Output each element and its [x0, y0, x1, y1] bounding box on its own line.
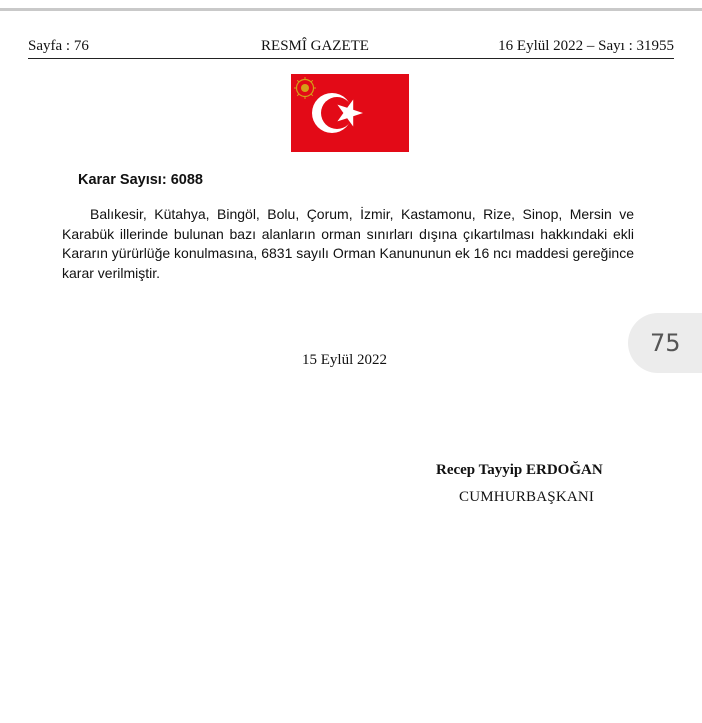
header-rule: [28, 58, 674, 59]
signer-last-name: ERDOĞAN: [526, 462, 603, 478]
turkish-flag: [291, 74, 409, 152]
signer-name: [436, 460, 603, 480]
publication-title: RESMÎ GAZETE: [261, 38, 369, 54]
issue-date-number: 16 Eylül 2022 – Sayı : 31955: [498, 38, 674, 54]
page-number-label: Sayfa : 76: [28, 38, 89, 54]
top-separator: [0, 8, 702, 11]
decision-paragraph: Balıkesir, Kütahya, Bingöl, Bolu, Çorum, İzmir, Kastamonu, Rize, Sinop, Mersin ve Karabük illerinde bulunan bazı alanların orman sınırları dışına çıkartılması hakkındaki ekli Kararın yürürlüğe konulmasına, 6831 sayılı Orman Kanununun ek 16 ncı maddesi gereğince karar verilmiştir.: [62, 206, 635, 281]
decision-date: 15 Eylül 2022: [302, 352, 387, 368]
decision-number: Karar Sayısı: 6088: [78, 172, 203, 188]
page-header: [28, 36, 674, 56]
page-indicator-number: 75: [650, 329, 681, 357]
signer-first-name: Recep Tayyip: [436, 462, 527, 478]
decision-body: [62, 205, 634, 283]
flag-image: [291, 74, 409, 152]
page-indicator-badge: [628, 313, 702, 373]
signer-title: CUMHURBAŞKANI: [459, 489, 595, 505]
